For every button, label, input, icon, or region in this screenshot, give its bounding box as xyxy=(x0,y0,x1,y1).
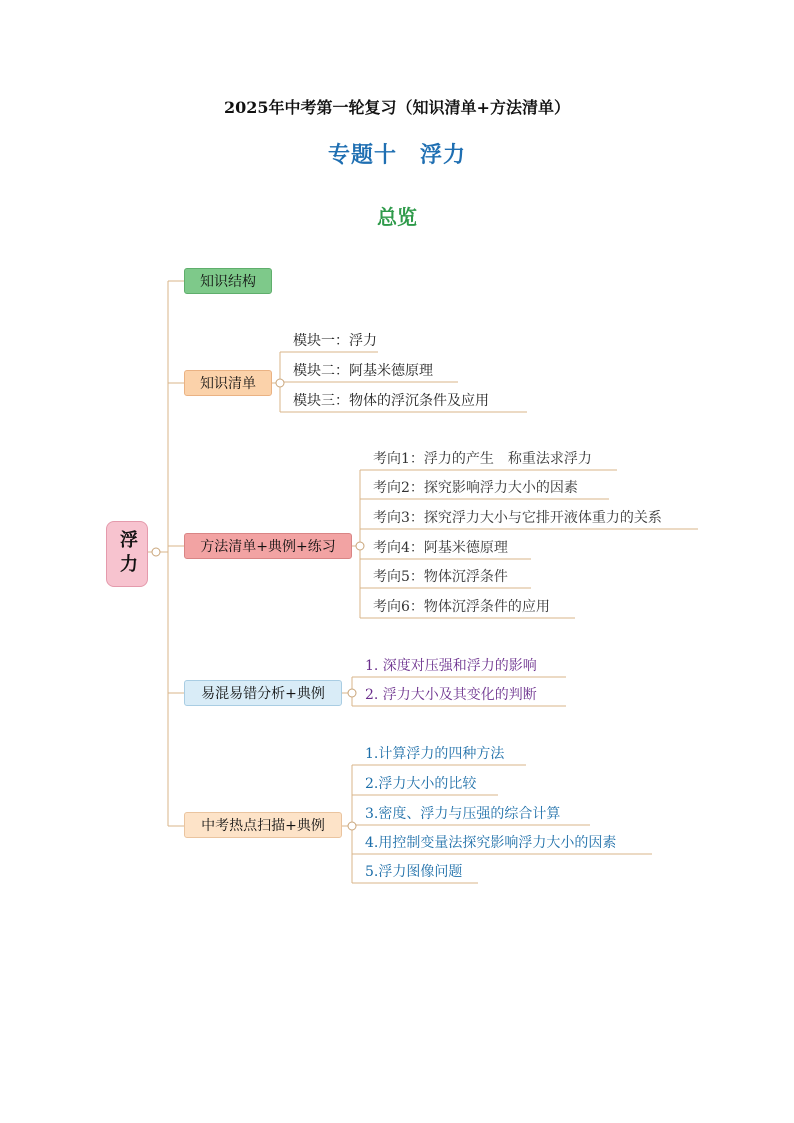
leaf-module-1[interactable]: 模块一：浮力 xyxy=(293,333,377,349)
leaf-direction-4[interactable]: 考向4：阿基米德原理 xyxy=(373,540,508,556)
collapse-dot[interactable] xyxy=(348,822,356,830)
leaf-hotspot-3[interactable]: 3.密度、浮力与压强的综合计算 xyxy=(365,806,561,822)
leaf-direction-2[interactable]: 考向2：探究影响浮力大小的因素 xyxy=(373,480,578,496)
leaf-hotspot-5[interactable]: 5.浮力图像问题 xyxy=(365,864,463,880)
leaf-hotspot-4[interactable]: 4.用控制变量法探究影响浮力大小的因素 xyxy=(365,835,617,851)
leaf-hotspot-2[interactable]: 2.浮力大小的比较 xyxy=(365,776,477,792)
leaf-direction-6[interactable]: 考向6：物体沉浮条件的应用 xyxy=(373,599,550,615)
leaf-direction-3[interactable]: 考向3：探究浮力大小与它排开液体重力的关系 xyxy=(373,510,662,526)
collapse-dot[interactable] xyxy=(276,379,284,387)
branch-knowledge-list[interactable]: 知识清单 xyxy=(184,370,272,396)
page-header: 2025年中考第一轮复习（知识清单+方法清单） xyxy=(224,98,570,117)
leaf-hotspot-1[interactable]: 1.计算浮力的四种方法 xyxy=(365,746,505,762)
leaf-module-3[interactable]: 模块三：物体的浮沉条件及应用 xyxy=(293,393,489,409)
collapse-dot[interactable] xyxy=(152,548,160,556)
collapse-dot[interactable] xyxy=(348,689,356,697)
branch-error-analysis[interactable]: 易混易错分析+典例 xyxy=(184,680,342,706)
leaf-error-1[interactable]: 1. 深度对压强和浮力的影响 xyxy=(365,658,537,674)
page-subtitle: 总览 xyxy=(377,205,417,229)
branch-knowledge-structure[interactable]: 知识结构 xyxy=(184,268,272,294)
page-title: 专题十 浮力 xyxy=(327,143,466,168)
leaf-direction-5[interactable]: 考向5：物体沉浮条件 xyxy=(373,569,508,585)
leaf-direction-1[interactable]: 考向1：浮力的产生 称重法求浮力 xyxy=(373,451,592,467)
mindmap-root[interactable]: 浮力 xyxy=(106,521,148,587)
branch-method-list[interactable]: 方法清单+典例+练习 xyxy=(184,533,352,559)
leaf-module-2[interactable]: 模块二：阿基米德原理 xyxy=(293,363,433,379)
collapse-dot[interactable] xyxy=(356,542,364,550)
branch-hotspot-scan[interactable]: 中考热点扫描+典例 xyxy=(184,812,342,838)
leaf-error-2[interactable]: 2. 浮力大小及其变化的判断 xyxy=(365,687,537,703)
